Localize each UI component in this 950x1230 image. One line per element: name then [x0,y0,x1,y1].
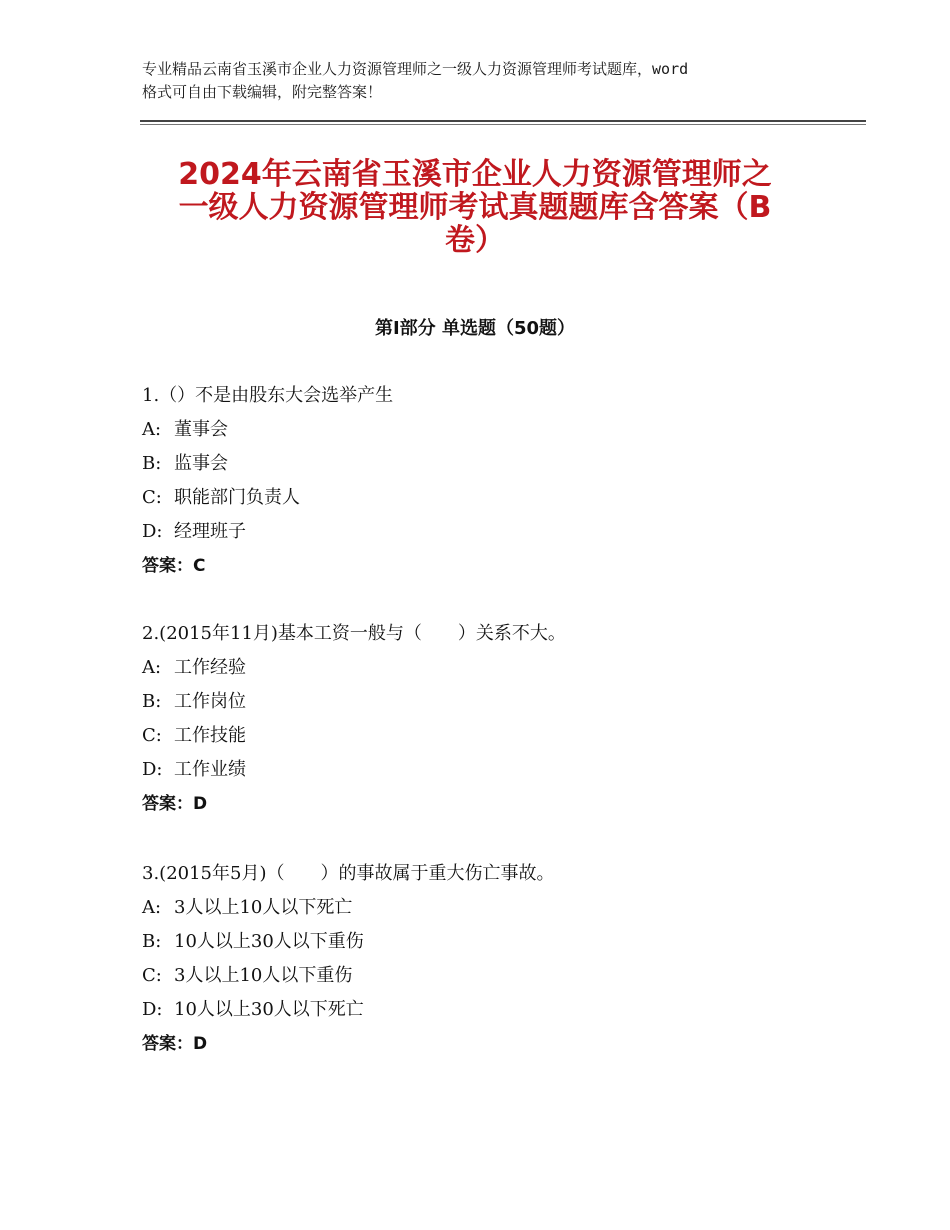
header-note-line-2: 格式可自由下载编辑，附完整答案！ [142,83,383,101]
question-stem: 2.(2015年11月)基本工资一般与（ ）关系不大。 [142,623,566,644]
option-key: C: [142,965,162,986]
option-text: 职能部门负责人 [174,487,300,508]
option-key: A: [142,897,162,918]
option-text: 工作技能 [174,725,246,746]
question-1 [142,379,842,583]
question-2 [142,617,842,821]
answer: 答案：C [142,556,206,576]
option-c [142,719,842,753]
document-title-line-2: 一级人力资源管理师考试真题题库含答案（B [178,190,772,225]
option-text: 3人以上10人以下死亡 [174,897,353,918]
option-key: B: [142,691,162,712]
option-b [142,447,842,481]
option-text: 董事会 [174,419,228,440]
option-key: D: [142,759,163,780]
header-divider-thin [140,124,866,125]
option-text: 工作岗位 [174,691,246,712]
header-note [142,58,822,104]
option-b [142,925,842,959]
answer: 答案：D [142,794,208,814]
option-key: C: [142,487,162,508]
option-d [142,753,842,787]
option-a [142,891,842,925]
option-text: 经理班子 [174,521,246,542]
document-title-line-1: 2024年云南省玉溪市企业人力资源管理师之 [178,157,772,192]
document-title [130,158,820,257]
question-stem: 3.(2015年5月)（ ）的事故属于重大伤亡事故。 [142,863,555,884]
option-key: A: [142,419,162,440]
question-stem: 1.（）不是由股东大会选举产生 [142,385,394,406]
option-key: B: [142,931,162,952]
question-3 [142,857,842,1061]
option-text: 10人以上30人以下重伤 [174,931,364,952]
option-text: 3人以上10人以下重伤 [174,965,353,986]
header-note-line-1: 专业精品云南省玉溪市企业人力资源管理师之一级人力资源管理师考试题库，word [142,60,689,78]
document-title-line-3: 卷） [445,223,505,258]
option-d [142,515,842,549]
option-key: A: [142,657,162,678]
option-a [142,413,842,447]
option-c [142,481,842,515]
option-text: 工作经验 [174,657,246,678]
option-text: 监事会 [174,453,228,474]
option-key: D: [142,521,163,542]
answer: 答案：D [142,1034,208,1054]
option-text: 工作业绩 [174,759,246,780]
option-b [142,685,842,719]
section-heading: 第Ⅰ部分 单选题（50题） [374,318,575,339]
header-divider [140,120,866,122]
option-key: C: [142,725,162,746]
option-text: 10人以上30人以下死亡 [174,999,364,1020]
option-d [142,993,842,1027]
option-c [142,959,842,993]
option-key: B: [142,453,162,474]
option-key: D: [142,999,163,1020]
option-a [142,651,842,685]
